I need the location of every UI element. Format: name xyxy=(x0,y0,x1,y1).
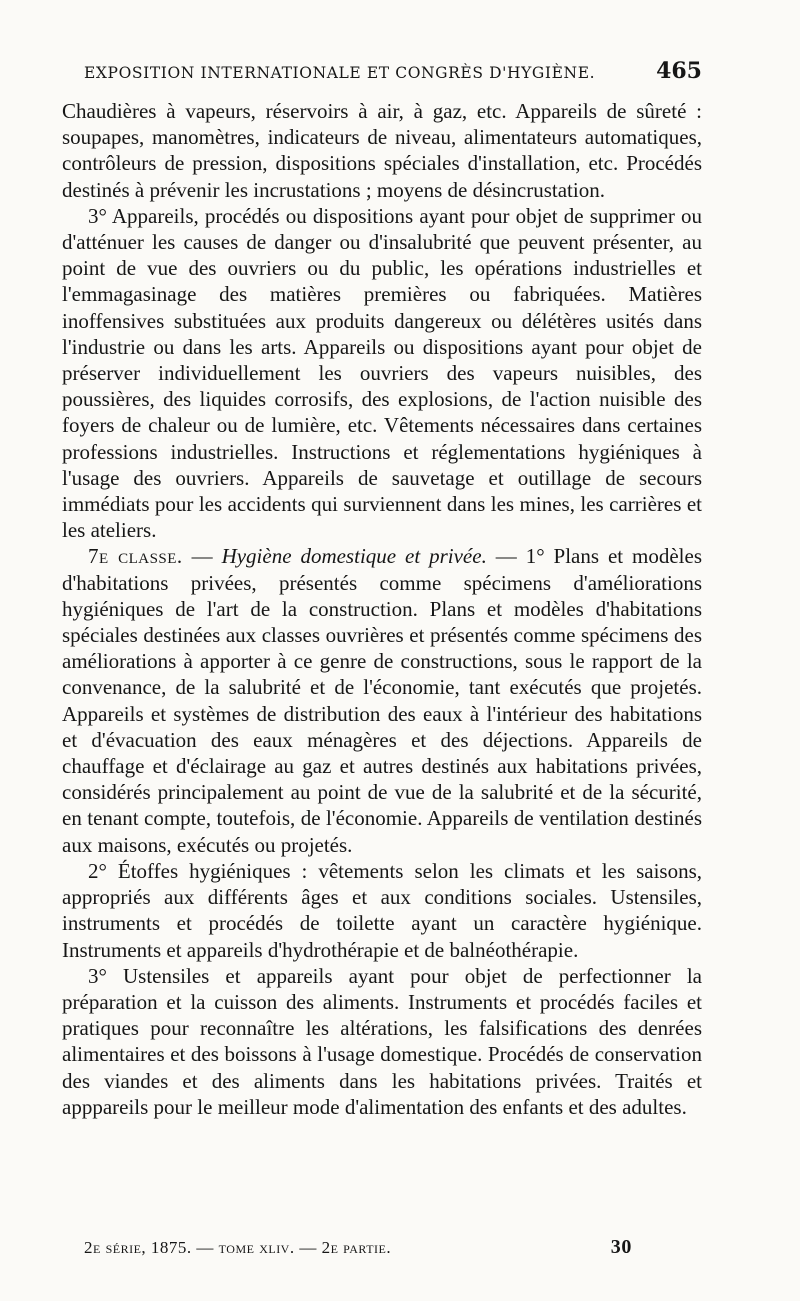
footer-signature: 30 xyxy=(610,1236,632,1258)
paragraph-safety-devices xyxy=(62,203,702,544)
paragraph-text: 2° Étoffes hygiéniques : vêtements selon les climats et les saisons, appropriés aux différents âges et aux conditions sociales. Ustensiles, instruments et procédés de toilette ayant un caractère hygiénique. Instruments et appareils d'hydrothérapie et de balnéothérapie. xyxy=(62,858,702,962)
paragraph-text: — 1° Plans et modèles d'habitations privées, présentés comme spécimens d'améliorations hygiéniques de l'art de la construction. Plans et modèles d'habitations spéciales destinées aux classes ouvrières et présentés comme spécimens des améliorations à apporter à ce genre de constructions, sous le rapport de la convenance, de la salubrité et de l'économie, tant exécutés que projetés. Appareils et systèmes de distribution des eaux à l'intérieur des habitations et d'évacuation des eaux ménagères et des déjections. Appareils de chauffage et d'éclairage au gaz et autres destinés aux habitations privées, considérés principalement au point de vue de la salubrité et de la sécurité, en tenant compte, toutefois, de l'économie. Appareils de ventilation destinés aux maisons, exécutés ou projetés. xyxy=(62,544,703,857)
paragraph-boilers xyxy=(62,98,702,203)
class-label: 7e classe. xyxy=(88,544,183,569)
running-head xyxy=(62,58,702,92)
class-title: Hygiène domestique et privée. xyxy=(221,544,487,569)
page-footer xyxy=(84,1236,632,1259)
paragraph-class-7: 7e classe. — Hygiène domestique et privée. — 1° Plans et modèles d'habitations privées, présentés comme spécimens d'améliorations hygiéniques de l'art de la construction. Plans et modèles d'habitations spéciales destinées aux classes ouvrières et présentés comme spécimens des améliorations à apporter à ce genre de constructions, sous le rapport de la convenance, de la salubrité et de l'économie, tant exécutés que projetés. Appareils et systèmes de distribution des eaux à l'intérieur des habitations et d'évacuation des eaux ménagères et des déjections. Appareils de chauffage et d'éclairage au gaz et autres destinés aux habitations privées, considérés principalement au point de vue de la salubrité et de la sécurité, en tenant compte, toutefois, de l'économie. Appareils de ventilation destinés aux maisons, exécutés ou projetés. xyxy=(62,544,703,857)
paragraph-utensils xyxy=(62,963,702,1120)
paragraph-fabrics xyxy=(62,858,702,963)
body-text xyxy=(62,98,702,1120)
paragraph-text: 3° Appareils, procédés ou dispositions ayant pour objet de supprimer ou d'atténuer les causes de danger ou d'insalubrité que peuvent présenter, au point de vue des ouvriers ou du public, les opérations industrielles et l'emmagasinage des matières premières ou fabriquées. Matières inoffensives substituées aux produits dangereux ou délétères usités dans l'industrie ou dans les arts. Appareils ou dispositions ayant pour objet de préserver individuellement les ouvriers des vapeurs nuisibles, des poussières, des liquides corrosifs, des explosions, de l'action nuisible des foyers de chaleur ou de lumière, etc. Vêtements nécessaires dans certaines professions industrielles. Instructions et réglementations hygiéniques à l'usage des ouvriers. Appareils de sauvetage et outillage de secours immédiats pour les accidents qui surviennent dans les mines, les carrières et les ateliers. xyxy=(62,203,702,543)
paragraph-text: Chaudières à vapeurs, réservoirs à air, à gaz, etc. Appareils de sûreté : soupapes, manomètres, indicateurs de niveau, alimentateurs automatiques, contrôleurs de pression, dispositions spéciales d'installation, etc. Procédés destinés à prévenir les incrustations ; moyens de désincrustation. xyxy=(62,99,702,202)
footer-series: 2e série, 1875. — tome xliv. — 2e partie. xyxy=(84,1238,392,1257)
paragraph-text: 3° Ustensiles et appareils ayant pour objet de perfectionner la préparation et la cuisson des aliments. Instruments et procédés faciles et pratiques pour reconnaître les altérations, les falsifications des denrées alimentaires et des boissons à l'usage domestique. Procédés de conservation des viandes et des aliments dans les habitations privées. Traités et apppareils pour le meilleur mode d'alimentation des enfants et des adultes. xyxy=(62,963,702,1119)
running-title: EXPOSITION INTERNATIONALE ET CONGRÈS D'HYGIÈNE. xyxy=(84,64,596,82)
page-number: 465 xyxy=(656,58,702,84)
